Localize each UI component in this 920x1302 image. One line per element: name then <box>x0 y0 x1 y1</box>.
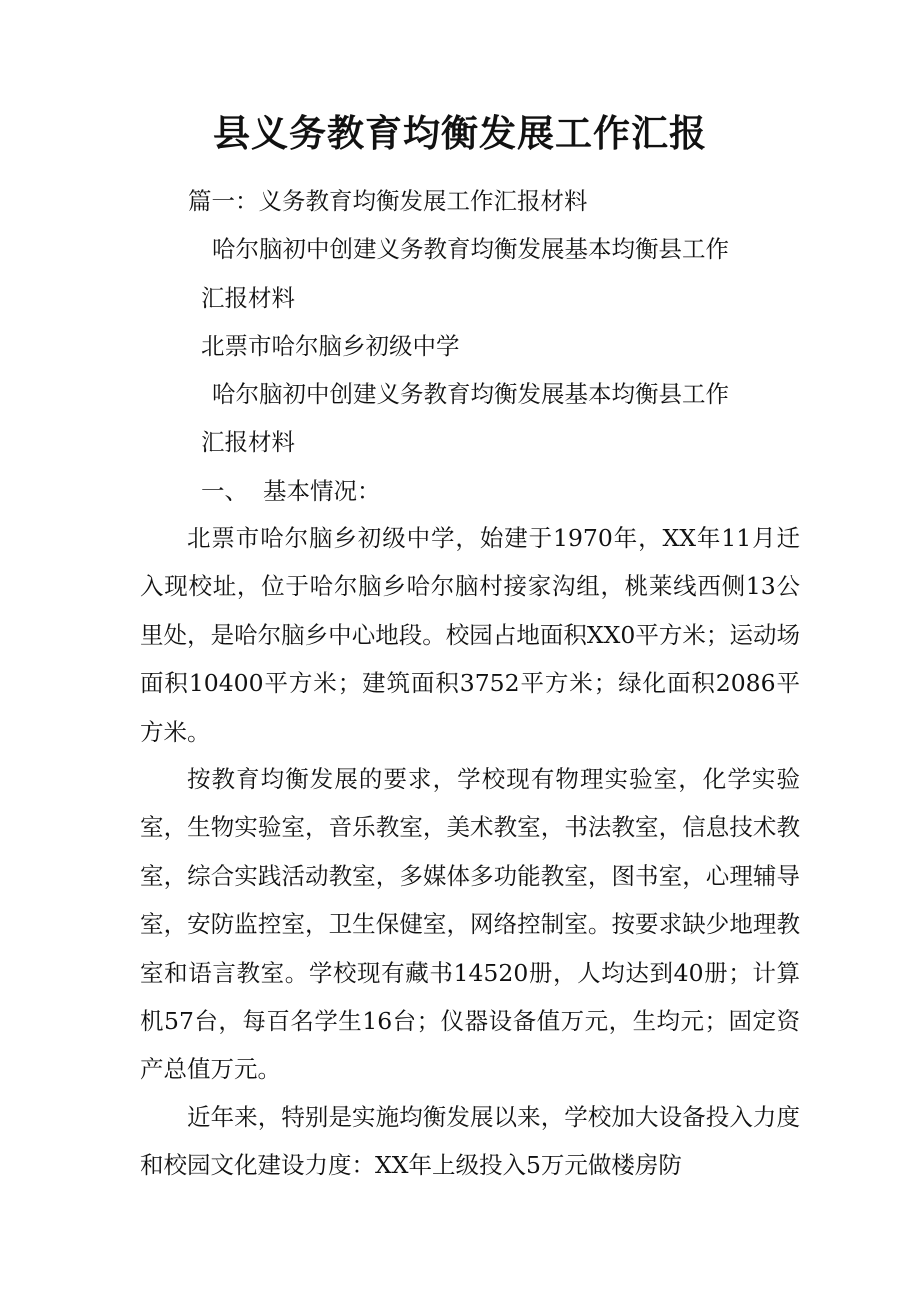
report-title-b-line2: 汇报材料 <box>201 428 295 456</box>
report-title-a-line2: 汇报材料 <box>201 284 295 312</box>
section-label: 基本情况： <box>263 477 381 505</box>
section-heading <box>201 474 381 508</box>
section-number: 一、 <box>201 477 248 505</box>
paragraph-investment: 近年来，特别是实施均衡发展以来，学校加大设备投入力度和校园文化建设力度：XX年上级投入5万元做楼房防 <box>140 1103 800 1180</box>
report-title-b-line1: 哈尔脑初中创建义务教育均衡发展基本均衡县工作 <box>212 380 729 408</box>
report-title-a-line1: 哈尔脑初中创建义务教育均衡发展基本均衡县工作 <box>212 235 729 263</box>
school-name: 北票市哈尔脑乡初级中学 <box>201 332 460 360</box>
document-title: 县义务教育均衡发展工作汇报 <box>213 111 707 155</box>
paragraph-facilities: 按教育均衡发展的要求，学校现有物理实验室，化学实验室，生物实验室，音乐教室，美术教室，书法教室，信息技术教室，综合实践活动教室，多媒体多功能教室，图书室，心理辅导室，安防监控室，卫生保健室，网络控制室。按要求缺少地理教室和语言教室。学校现有藏书14520册，人均达到40册；计算机57台，每百名学生16台；仪器设备值万元，生均元；固定资产总值万元。 <box>140 765 800 1084</box>
article-heading: 篇一：义务教育均衡发展工作汇报材料 <box>188 187 588 215</box>
paragraph-basic-info: 北票市哈尔脑乡初级中学，始建于1970年，XX年11月迁入现校址，位于哈尔脑乡哈尔脑村接家沟组，桃莱线西侧13公里处，是哈尔脑乡中心地段。校园占地面积XX0平方米；运动场面积10400平方米；建筑面积3752平方米；绿化面积2086平方米。 <box>140 524 800 746</box>
